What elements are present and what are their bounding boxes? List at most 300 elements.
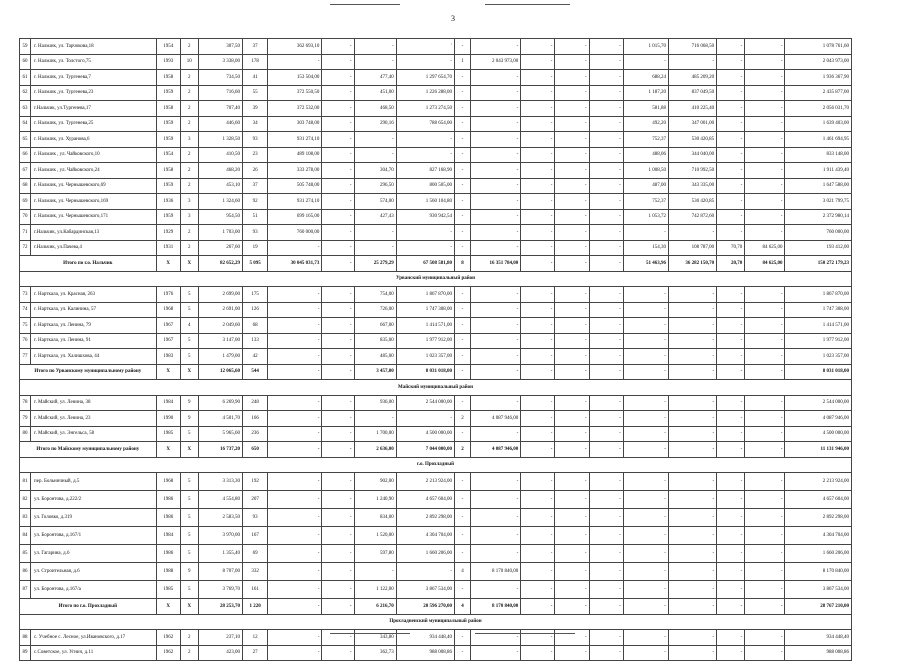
table-cell: - (555, 178, 589, 194)
table-cell: 23 (243, 147, 268, 163)
table-cell: 5 (180, 333, 198, 349)
row-number: 69 (20, 194, 31, 210)
subtotal-label: Итого по г.о. Нальчик (20, 256, 157, 272)
row-number: 76 (20, 333, 31, 349)
table-cell: 1968 (156, 473, 180, 491)
table-cell: 954,50 (198, 209, 242, 225)
table-row (20, 302, 852, 318)
table-cell: - (322, 116, 354, 132)
address-cell: г. Нарткала, ул. Ленина, 79 (31, 318, 157, 334)
section-title: Урванский муниципальный район (20, 271, 852, 287)
table-cell: - (454, 116, 470, 132)
table-cell: - (521, 240, 555, 256)
table-cell: - (745, 54, 785, 70)
table-cell: 427,43 (354, 209, 396, 225)
table-cell: - (668, 395, 716, 411)
table-cell: - (471, 178, 521, 194)
table-cell: - (555, 426, 589, 442)
table-cell: - (745, 287, 785, 303)
table-cell: 902,00 (354, 473, 396, 491)
table-row (20, 287, 852, 303)
table-cell: 827 168,90 (396, 163, 454, 179)
table-cell: 451,00 (354, 85, 396, 101)
table-cell: - (322, 132, 354, 148)
table-cell: - (589, 411, 623, 427)
address-cell: г. Нальчик, ул. Хуранова,6 (31, 132, 157, 148)
row-number: 63 (20, 101, 31, 117)
row-number: 89 (20, 645, 31, 661)
housing-registry-table (19, 38, 852, 661)
table-cell: 487,00 (623, 178, 668, 194)
section-header-row (20, 271, 852, 287)
table-cell: - (322, 349, 354, 365)
row-number: 83 (20, 509, 31, 527)
table-cell: 343,80 (354, 630, 396, 646)
subtotal-cell: - (668, 599, 716, 615)
subtotal-row (20, 364, 852, 380)
row-number: 77 (20, 349, 31, 365)
page-number: 3 (451, 14, 455, 23)
table-cell: 2 544 000,00 (785, 395, 852, 411)
address-cell: г.Нальчик, ул.Тургенева,17 (31, 101, 157, 117)
row-number: 82 (20, 491, 31, 509)
table-cell: - (589, 545, 623, 563)
table-cell: 1985 (156, 581, 180, 599)
table-cell: - (555, 473, 589, 491)
subtotal-row (20, 442, 852, 458)
subtotal-cell: - (471, 364, 521, 380)
section-header-row (20, 380, 852, 396)
table-cell: - (555, 333, 589, 349)
table-cell: 574,00 (354, 194, 396, 210)
row-number: 88 (20, 630, 31, 646)
table-cell: 4 (454, 563, 470, 581)
table-cell: - (623, 563, 668, 581)
table-cell: - (668, 491, 716, 509)
table-row (20, 209, 852, 225)
table-cell: - (454, 473, 470, 491)
table-cell: 93 (243, 132, 268, 148)
table-cell: - (454, 395, 470, 411)
address-cell: ул. Гагарина, д.6 (31, 545, 157, 563)
table-cell: - (623, 318, 668, 334)
table-cell: - (623, 426, 668, 442)
subtotal-cell: - (268, 599, 322, 615)
table-cell: 1962 (156, 630, 180, 646)
table-cell: 492,20 (623, 116, 668, 132)
table-cell: - (268, 527, 322, 545)
table-cell: - (668, 349, 716, 365)
subtotal-cell: X (180, 364, 198, 380)
table-cell: 1 660 206,00 (396, 545, 454, 563)
table-cell: - (521, 302, 555, 318)
subtotal-cell: 2 (454, 442, 470, 458)
table-cell: 37 (243, 178, 268, 194)
subtotal-cell: 20,70 (717, 256, 745, 272)
table-cell: 1 461 694,95 (785, 132, 852, 148)
table-cell: - (717, 545, 745, 563)
table-cell: - (745, 333, 785, 349)
table-cell: - (471, 287, 521, 303)
table-cell: 1 078 761,60 (785, 39, 852, 55)
table-cell: 505 748,00 (268, 178, 322, 194)
table-cell: 752,37 (623, 194, 668, 210)
table-cell: 1 414 571,00 (396, 318, 454, 334)
table-cell: - (745, 349, 785, 365)
table-cell: - (589, 163, 623, 179)
table-cell: - (471, 116, 521, 132)
subtotal-cell: 82 652,29 (198, 256, 242, 272)
table-cell: - (745, 225, 785, 241)
table-cell: - (454, 509, 470, 527)
table-cell: - (745, 491, 785, 509)
subtotal-cell: X (156, 442, 180, 458)
table-cell: - (555, 225, 589, 241)
table-row (20, 240, 852, 256)
table-cell: 1990 (156, 411, 180, 427)
table-cell: ' (396, 39, 454, 55)
table-cell: - (354, 240, 396, 256)
table-cell: 1993 (156, 54, 180, 70)
table-cell: - (471, 302, 521, 318)
table-cell: - (521, 545, 555, 563)
table-cell: 4 087 946,00 (785, 411, 852, 427)
table-cell: - (471, 163, 521, 179)
row-number: 81 (20, 473, 31, 491)
table-cell: - (745, 132, 785, 148)
table-cell: - (717, 473, 745, 491)
table-row (20, 132, 852, 148)
subtotal-cell: 6 216,70 (354, 599, 396, 615)
table-cell: 166 (243, 411, 268, 427)
table-cell: - (745, 563, 785, 581)
table-cell: 3 313,30 (198, 473, 242, 491)
table-cell: - (668, 527, 716, 545)
table-cell: 2 056 031,70 (785, 101, 852, 117)
table-cell: 1929 (156, 225, 180, 241)
table-cell: - (717, 178, 745, 194)
table-cell: - (623, 645, 668, 661)
address-cell: ул. Боронтова, д.167/а (31, 581, 157, 599)
table-cell: 4 500 000,00 (785, 426, 852, 442)
table-cell: 1 479,00 (198, 349, 242, 365)
table-cell: - (268, 645, 322, 661)
address-cell: г.Нальчик, ул.Кабардинская,13 (31, 225, 157, 241)
section-header-row (20, 457, 852, 473)
table-cell: 1 328,50 (198, 132, 242, 148)
table-cell: 837 049,50 (668, 85, 716, 101)
table-cell: 1936 (156, 194, 180, 210)
table-cell: - (555, 645, 589, 661)
table-cell: 1959 (156, 178, 180, 194)
address-cell: г. Нальчик, ул. Тургенева,7 (31, 70, 157, 86)
table-cell: - (589, 147, 623, 163)
row-number: 84 (20, 527, 31, 545)
table-cell: - (745, 645, 785, 661)
table-cell: - (521, 645, 555, 661)
table-cell: 760 000,00 (268, 225, 322, 241)
table-cell: 6 269,90 (198, 395, 242, 411)
table-row (20, 39, 852, 55)
table-cell: - (555, 194, 589, 210)
table-cell: - (589, 509, 623, 527)
table-cell: - (668, 318, 716, 334)
table-row (20, 473, 852, 491)
table-cell: - (454, 545, 470, 563)
subtotal-cell: 28 253,70 (198, 599, 242, 615)
table-cell: - (471, 101, 521, 117)
table-cell: - (623, 225, 668, 241)
address-cell: г.Нальчик, ул.Пачева,4 (31, 240, 157, 256)
table-cell: 175 (243, 287, 268, 303)
table-cell: - (322, 101, 354, 117)
table-cell: 362 693,10 (268, 39, 322, 55)
table-cell: - (668, 473, 716, 491)
table-cell: - (454, 645, 470, 661)
table-cell: 2 (180, 39, 198, 55)
table-cell: - (623, 509, 668, 527)
table-cell: - (521, 39, 555, 55)
table-cell: - (322, 194, 354, 210)
table-cell: 2 892 298,00 (785, 509, 852, 527)
table-cell: 304,70 (354, 163, 396, 179)
table-cell: - (717, 287, 745, 303)
subtotal-cell: 30 045 031,73 (268, 256, 322, 272)
subtotal-cell: X (180, 442, 198, 458)
table-cell: 4 087 946,00 (471, 411, 521, 427)
table-cell: - (555, 116, 589, 132)
table-cell: 3 (180, 132, 198, 148)
address-cell: г. Нальчик, ул. Толстого,75 (31, 54, 157, 70)
table-cell: - (589, 39, 623, 55)
table-cell: - (521, 395, 555, 411)
table-cell: - (322, 645, 354, 661)
table-cell: 8 170 840,00 (471, 563, 521, 581)
table-cell: 835,00 (354, 333, 396, 349)
table-cell: 12 (243, 630, 268, 646)
table-cell: 1 747 308,00 (785, 302, 852, 318)
table-cell: 2 583,50 (198, 509, 242, 527)
table-cell: 55 (243, 85, 268, 101)
subtotal-row (20, 599, 852, 615)
table-cell: 716 068,50 (668, 39, 716, 55)
row-number: 78 (20, 395, 31, 411)
table-cell: - (717, 426, 745, 442)
table-cell: - (354, 225, 396, 241)
table-cell: - (745, 581, 785, 599)
table-cell: 4 304 704,00 (785, 527, 852, 545)
table-cell: - (668, 630, 716, 646)
table-cell: 41 (243, 70, 268, 86)
table-cell: - (454, 209, 470, 225)
table-cell: 833 148,00 (785, 147, 852, 163)
subtotal-cell: - (521, 599, 555, 615)
table-cell: 988 008,86 (396, 645, 454, 661)
subtotal-cell: 3 457,00 (354, 364, 396, 380)
table-cell: - (717, 509, 745, 527)
table-cell: 5 (180, 509, 198, 527)
table-cell: 1 639 403,00 (785, 116, 852, 132)
table-cell: 1 226 288,00 (396, 85, 454, 101)
table-cell: - (717, 333, 745, 349)
address-cell: с. Учебное с. Лесное, ул.Ивановского, д.17 (31, 630, 157, 646)
table-cell: 742 872,60 (668, 209, 716, 225)
table-cell: - (745, 70, 785, 86)
table-cell: - (717, 147, 745, 163)
section-header-row (20, 614, 852, 630)
table-cell: 2 435 877,00 (785, 85, 852, 101)
table-cell: 1976 (156, 287, 180, 303)
table-row (20, 545, 852, 563)
table-cell: 477,40 (354, 70, 396, 86)
table-cell: - (555, 287, 589, 303)
subtotal-cell: - (623, 599, 668, 615)
table-row (20, 630, 852, 646)
table-cell: - (322, 318, 354, 334)
table-cell: 126 (243, 302, 268, 318)
table-cell: 2 213 924,00 (785, 473, 852, 491)
table-cell: - (717, 318, 745, 334)
row-number: 70 (20, 209, 31, 225)
table-cell: 296,50 (354, 178, 396, 194)
table-cell: - (454, 302, 470, 318)
table-cell: - (454, 527, 470, 545)
table-cell: 1959 (156, 85, 180, 101)
table-cell: - (471, 85, 521, 101)
table-cell: - (396, 411, 454, 427)
table-cell: - (589, 563, 623, 581)
table-cell: 1954 (156, 39, 180, 55)
table-cell: - (745, 630, 785, 646)
address-cell: ул. Боронтова, д.222/2 (31, 491, 157, 509)
table-cell: - (322, 287, 354, 303)
table-cell: - (589, 581, 623, 599)
table-cell: 37 (243, 39, 268, 55)
table-cell: - (521, 178, 555, 194)
subtotal-cell: - (268, 442, 322, 458)
table-cell: - (668, 411, 716, 427)
table-cell: - (555, 70, 589, 86)
table-cell: 5 (180, 426, 198, 442)
table-cell: 3 021 799,75 (785, 194, 852, 210)
table-cell: 332 (243, 563, 268, 581)
table-cell: 167 (243, 527, 268, 545)
table-cell: 667,00 (354, 318, 396, 334)
table-cell: 936,00 (354, 395, 396, 411)
address-cell: г. Майский, ул. Энгельса, 58 (31, 426, 157, 442)
table-cell: - (589, 645, 623, 661)
table-cell: 760 000,00 (785, 225, 852, 241)
table-cell: - (555, 209, 589, 225)
table-cell: - (555, 54, 589, 70)
table-cell: - (521, 194, 555, 210)
table-cell: 5 (180, 349, 198, 365)
table-cell: - (521, 287, 555, 303)
table-cell: - (268, 509, 322, 527)
row-number: 79 (20, 411, 31, 427)
table-cell: 2 (180, 163, 198, 179)
table-cell: 1 122,00 (354, 581, 396, 599)
row-number: 75 (20, 318, 31, 334)
table-cell: 267,60 (198, 240, 242, 256)
table-cell: - (717, 225, 745, 241)
table-cell: - (745, 116, 785, 132)
table-cell: - (471, 491, 521, 509)
table-cell: 70,70 (717, 240, 745, 256)
bottom-divider (330, 633, 410, 634)
table-cell: - (454, 630, 470, 646)
table-cell: 2 213 924,00 (396, 473, 454, 491)
table-cell: - (268, 395, 322, 411)
row-number: 67 (20, 163, 31, 179)
table-cell: - (268, 240, 322, 256)
table-cell: 237,10 (198, 630, 242, 646)
table-cell: 788 654,00 (396, 116, 454, 132)
subtotal-cell: - (668, 442, 716, 458)
table-cell: - (717, 85, 745, 101)
top-divider (485, 4, 570, 5)
table-cell: - (454, 178, 470, 194)
table-cell: - (471, 527, 521, 545)
subtotal-cell: - (668, 364, 716, 380)
table-cell: 1 324,60 (198, 194, 242, 210)
address-cell: г. Нальчик, ул. Тургенева,25 (31, 116, 157, 132)
table-cell: 2 (180, 147, 198, 163)
table-cell: 19 (243, 240, 268, 256)
table-cell: 192 (243, 473, 268, 491)
table-cell: - (521, 209, 555, 225)
table-cell: - (471, 39, 521, 55)
table-cell: - (322, 54, 354, 70)
table-cell: - (471, 545, 521, 563)
table-cell: - (717, 101, 745, 117)
table-cell: - (623, 302, 668, 318)
table-cell: - (521, 581, 555, 599)
table-cell: - (454, 101, 470, 117)
table-cell: - (745, 101, 785, 117)
table-cell: 1986 (156, 491, 180, 509)
table-cell: 485 209,20 (668, 70, 716, 86)
subtotal-label: Итого по Урванскому муниципальному району (20, 364, 157, 380)
table-cell: 1 867 870,00 (785, 287, 852, 303)
table-cell: - (471, 630, 521, 646)
row-number: 74 (20, 302, 31, 318)
table-cell: - (589, 349, 623, 365)
table-cell: - (471, 209, 521, 225)
table-cell: 488,06 (623, 147, 668, 163)
table-cell: 2 043 973,00 (471, 54, 521, 70)
table-cell: 2 (180, 645, 198, 661)
table-cell: - (717, 70, 745, 86)
table-cell: - (268, 333, 322, 349)
table-cell: 26 (243, 163, 268, 179)
subtotal-cell: - (454, 364, 470, 380)
table-cell: - (454, 163, 470, 179)
table-cell: 716,60 (198, 85, 242, 101)
table-cell: - (555, 240, 589, 256)
table-cell: 153 504,00 (268, 70, 322, 86)
table-cell: 1967 (156, 333, 180, 349)
table-cell: - (454, 426, 470, 442)
table-cell: - (521, 225, 555, 241)
table-cell: 2 372 980,14 (785, 209, 852, 225)
table-cell: 1959 (156, 116, 180, 132)
table-cell: 1959 (156, 209, 180, 225)
table-row (20, 349, 852, 365)
table-cell: - (555, 395, 589, 411)
subtotal-cell: - (521, 256, 555, 272)
table-cell: - (322, 491, 354, 509)
